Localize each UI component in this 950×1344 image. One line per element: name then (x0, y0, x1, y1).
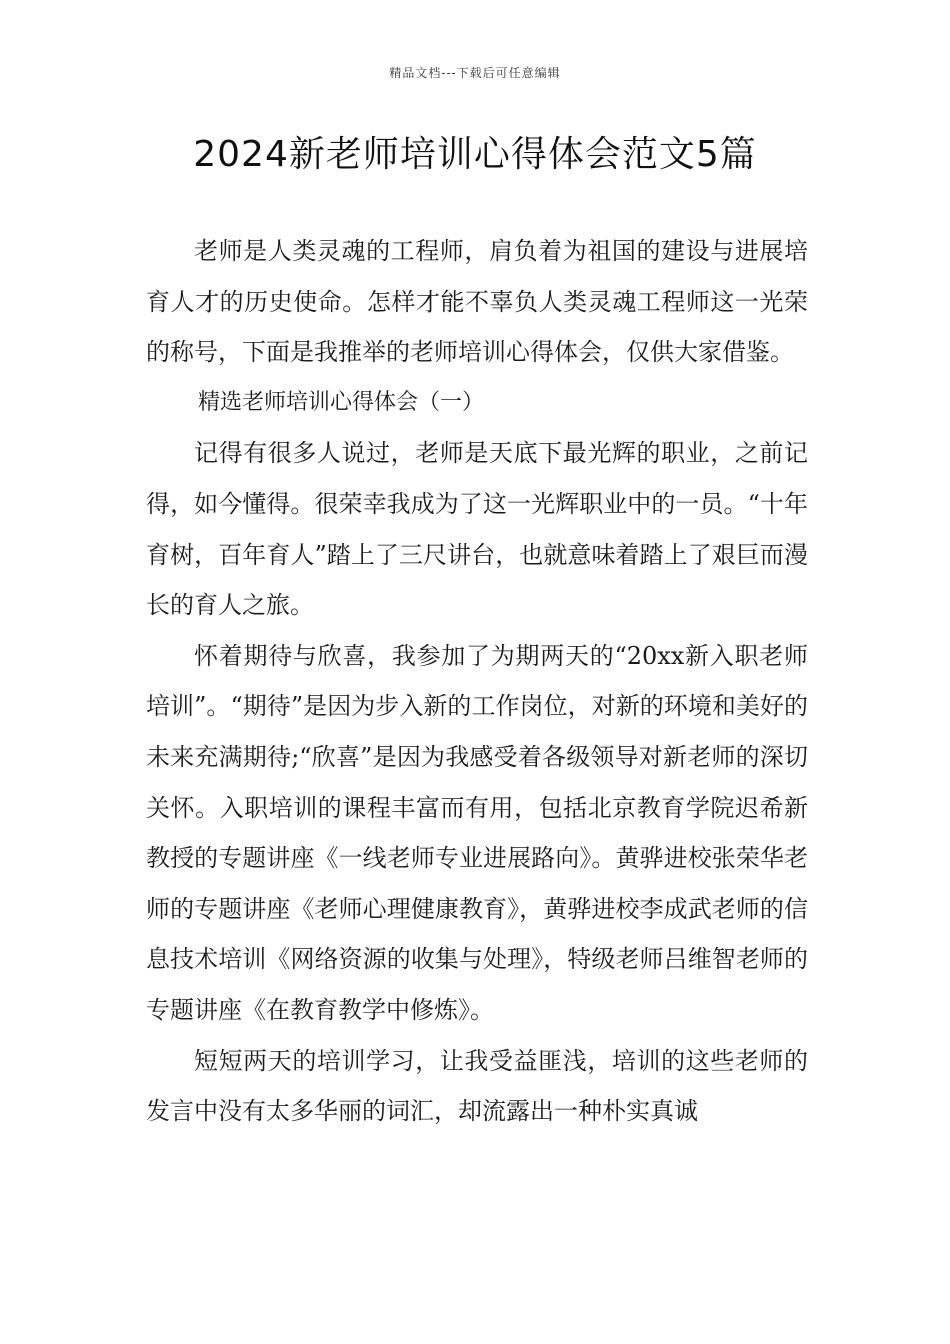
document-title: 2024新老师培训心得体会范文5篇 (193, 134, 757, 175)
body-paragraph: 记得有很多人说过，老师是天底下最光辉的职业，之前记得，如今懂得。很荣幸我成为了这一光辉职业中的一员。“十年育树，百年育人”踏上了三尺讲台，也就意味着踏上了艰巨而漫长的育人之旅。 (146, 439, 808, 620)
header-note: 精品文档---下载后可任意编辑 (389, 66, 561, 80)
section-heading: 精选老师培训心得体会（一） (198, 389, 485, 415)
body-paragraph: 怀着期待与欣喜，我参加了为期两天的“20xx新入职老师培训”。“期待”是因为步入新的工作岗位，对新的环境和美好的未来充满期待;“欣喜”是因为我感受着各级领导对新老师的深切关怀。入职培训的课程丰富而有用，包括北京教育学院迟希新教授的专题讲座《一线老师专业进展路向》。黄骅进校张荣华老师的专题讲座《老师心理健康教育》，黄骅进校李成武老师的信息技术培训《网络资源的收集与处理》，特级老师吕维智老师的专题讲座《在教育教学中修炼》。 (146, 641, 808, 1024)
document-body (146, 226, 808, 1137)
body-paragraph: 短短两天的培训学习，让我受益匪浅，培训的这些老师的发言中没有太多华丽的词汇，却流露出一种朴实真诚 (146, 1046, 808, 1126)
intro-paragraph: 老师是人类灵魂的工程师，肩负着为祖国的建设与进展培育人才的历史使命。怎样才能不辜负人类灵魂工程师这一光荣的称号，下面是我推举的老师培训心得体会，仅供大家借鉴。 (146, 237, 808, 367)
